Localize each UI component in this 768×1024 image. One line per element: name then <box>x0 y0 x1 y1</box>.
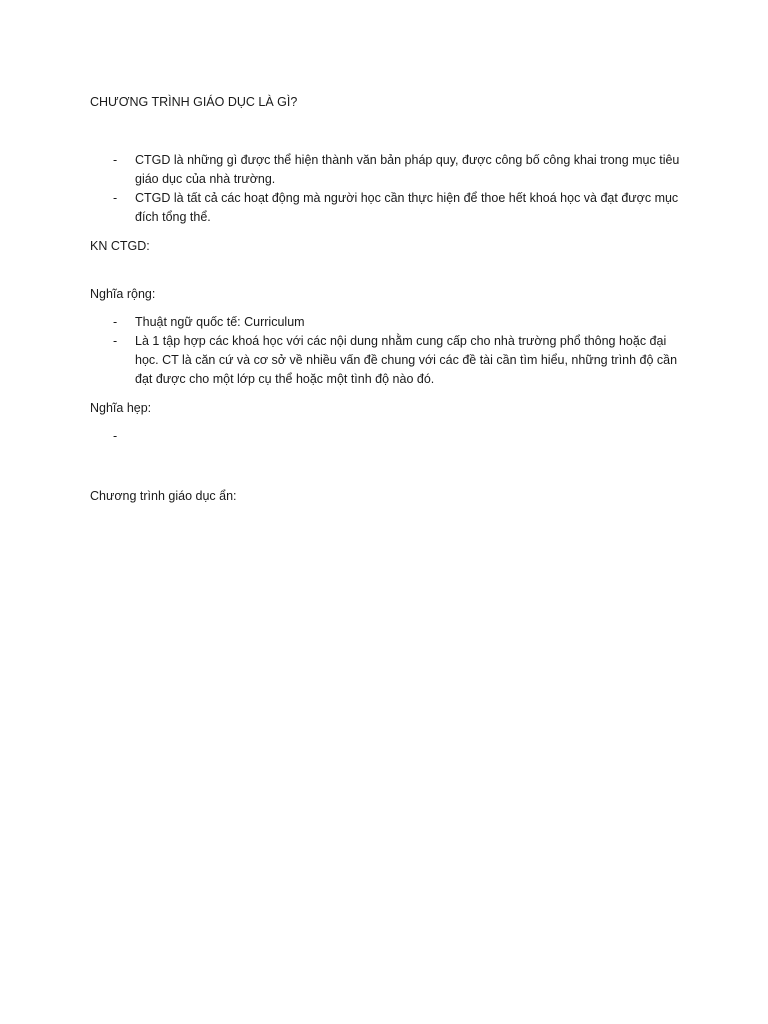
definition-list <box>90 151 690 227</box>
bullet-dash: - <box>113 153 118 167</box>
document-title: CHƯƠNG TRÌNH GIÁO DỤC LÀ GÌ? <box>90 95 298 109</box>
bullet-dash: - <box>113 334 118 348</box>
list-item-text: Thuật ngữ quốc tế: Curriculum <box>135 315 305 329</box>
bullet-dash: - <box>113 191 118 205</box>
broad-meaning-list <box>90 313 690 389</box>
kn-ctgd-heading: KN CTGD: <box>90 239 150 253</box>
bullet-dash: - <box>113 429 118 443</box>
list-item <box>90 332 690 389</box>
list-item <box>90 313 690 332</box>
bullet-dash: - <box>113 315 118 329</box>
hidden-curriculum-heading: Chương trình giáo dục ẩn: <box>90 489 237 503</box>
list-item-text: CTGD là những gì được thể hiện thành văn bản pháp quy, được công bố công khai trong mục tiêu giáo dục của nhà trường. <box>135 153 680 186</box>
nghia-rong-heading: Nghĩa rộng: <box>90 287 156 301</box>
list-item <box>90 151 690 189</box>
list-item-text: Là 1 tập hợp các khoá học với các nội dung nhằm cung cấp cho nhà trường phổ thông hoặc đại học. CT là căn cứ và cơ sở về nhiều vấn đề chung với các đề tài cần tìm hiểu, những trình độ cần đạt được cho một lớp cụ thể hoặc một tình độ nào đó. <box>135 334 678 386</box>
list-item <box>90 189 690 227</box>
nghia-hep-heading: Nghĩa hẹp: <box>90 401 152 415</box>
list-item-text: CTGD là tất cả các hoạt động mà người học cần thực hiện để thoe hết khoá học và đạt được mục đích tổng thể. <box>135 191 679 224</box>
